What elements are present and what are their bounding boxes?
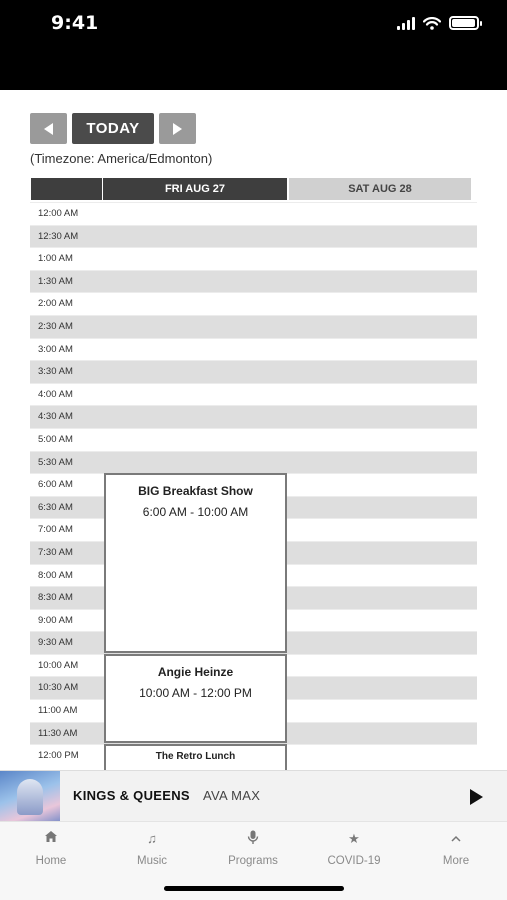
- tab-music[interactable]: [107, 830, 197, 867]
- previous-day-button[interactable]: [30, 113, 67, 144]
- play-button[interactable]: [470, 789, 483, 805]
- time-slot-row: [30, 292, 477, 315]
- time-slot-label: 9:00 AM: [38, 614, 73, 626]
- time-slot-label: 11:30 AM: [38, 727, 78, 739]
- time-slot-label: 2:00 AM: [38, 298, 73, 310]
- event-block[interactable]: [104, 473, 287, 653]
- wifi-icon: [423, 17, 441, 30]
- arrow-left-icon: [44, 123, 53, 135]
- day-header-fri[interactable]: FRI AUG 27: [103, 178, 287, 200]
- time-slot-row: [30, 270, 477, 293]
- time-slot-label: 10:30 AM: [38, 682, 79, 694]
- battery-icon: [449, 16, 479, 30]
- tab-more[interactable]: [411, 830, 501, 867]
- time-slot-label: 9:30 AM: [38, 637, 73, 649]
- microphone-icon: [208, 830, 298, 848]
- chevron-up-icon: [411, 830, 501, 848]
- time-slot-label: 8:00 AM: [38, 569, 73, 581]
- time-slot-row: [30, 428, 477, 451]
- time-slot-label: 8:30 AM: [38, 592, 73, 604]
- music-note-icon: ♫: [147, 831, 157, 846]
- time-slot-row: [30, 405, 477, 428]
- star-icon: ★: [348, 831, 360, 846]
- mini-player[interactable]: [0, 770, 507, 821]
- event-block[interactable]: [104, 744, 287, 770]
- arrow-right-icon: [173, 123, 182, 135]
- time-slot-row: [30, 202, 477, 225]
- time-slot-row: [30, 360, 477, 383]
- tab-bar: [0, 821, 507, 900]
- time-slot-label: 10:00 AM: [38, 659, 79, 671]
- event-time: 6:00 AM - 10:00 AM: [142, 505, 249, 520]
- time-slot-label: 5:00 AM: [38, 433, 73, 445]
- calendar-header: [30, 178, 477, 200]
- tab-programs[interactable]: [208, 830, 298, 867]
- timezone-label: (Timezone: America/Edmonton): [30, 151, 213, 166]
- time-slot-label: 3:30 AM: [38, 366, 73, 378]
- status-time: 9:41: [51, 12, 99, 34]
- tab-programs-label: Programs: [228, 855, 278, 867]
- time-slot-label: 12:30 AM: [38, 230, 79, 242]
- time-slot-row: [30, 247, 477, 270]
- time-slot-label: 12:00 AM: [38, 208, 79, 219]
- time-slot-row: [30, 383, 477, 406]
- event-block[interactable]: [104, 654, 287, 743]
- time-slot-row: [30, 225, 477, 248]
- time-slot-label: 7:00 AM: [38, 524, 73, 536]
- album-art-figure: [17, 779, 43, 815]
- home-indicator: [164, 886, 344, 891]
- time-slot-label: 3:00 AM: [38, 343, 73, 355]
- time-slot-label: 2:30 AM: [38, 320, 73, 332]
- album-art: [0, 771, 60, 822]
- time-column-header: [31, 178, 102, 200]
- time-slot-row: [30, 315, 477, 338]
- time-slot-label: 11:00 AM: [38, 705, 78, 717]
- song-title: KINGS & QUEENS: [73, 788, 190, 803]
- time-slot-label: 5:30 AM: [38, 456, 73, 468]
- schedule-calendar: [30, 178, 477, 770]
- tab-home[interactable]: [6, 830, 96, 867]
- time-slot-label: 1:30 AM: [38, 275, 73, 287]
- status-icons: [397, 16, 479, 30]
- today-button[interactable]: TODAY: [72, 113, 154, 144]
- tab-covid-19-label: COVID-19: [327, 855, 381, 867]
- time-slot-label: 6:30 AM: [38, 501, 73, 513]
- day-header-sat[interactable]: SAT AUG 28: [289, 178, 471, 200]
- next-day-button[interactable]: [159, 113, 196, 144]
- time-slot-label: 4:30 AM: [38, 411, 73, 423]
- time-slot-row: [30, 451, 477, 474]
- time-slot-label: 6:00 AM: [38, 479, 73, 491]
- artist-name: AVA MAX: [203, 788, 261, 803]
- time-slot-label: 1:00 AM: [38, 253, 73, 265]
- time-slot-label: 4:00 AM: [38, 388, 73, 400]
- time-slot-label: 12:00 PM: [38, 750, 79, 762]
- tab-home-label: Home: [35, 855, 67, 867]
- event-title: The Retro Lunch: [155, 751, 236, 763]
- time-slot-label: 7:30 AM: [38, 546, 73, 558]
- tab-music-label: Music: [136, 855, 168, 867]
- home-icon: [6, 830, 96, 848]
- status-bar: [0, 0, 507, 90]
- event-title: BIG Breakfast Show: [138, 484, 253, 499]
- event-title: Angie Heinze: [157, 665, 234, 679]
- cellular-signal-icon: [397, 17, 415, 30]
- time-slot-row: [30, 338, 477, 361]
- tab-more-label: More: [442, 855, 470, 867]
- event-time: 10:00 AM - 12:00 PM: [139, 686, 252, 700]
- tab-covid-19[interactable]: [309, 830, 399, 867]
- battery-level: [452, 19, 475, 27]
